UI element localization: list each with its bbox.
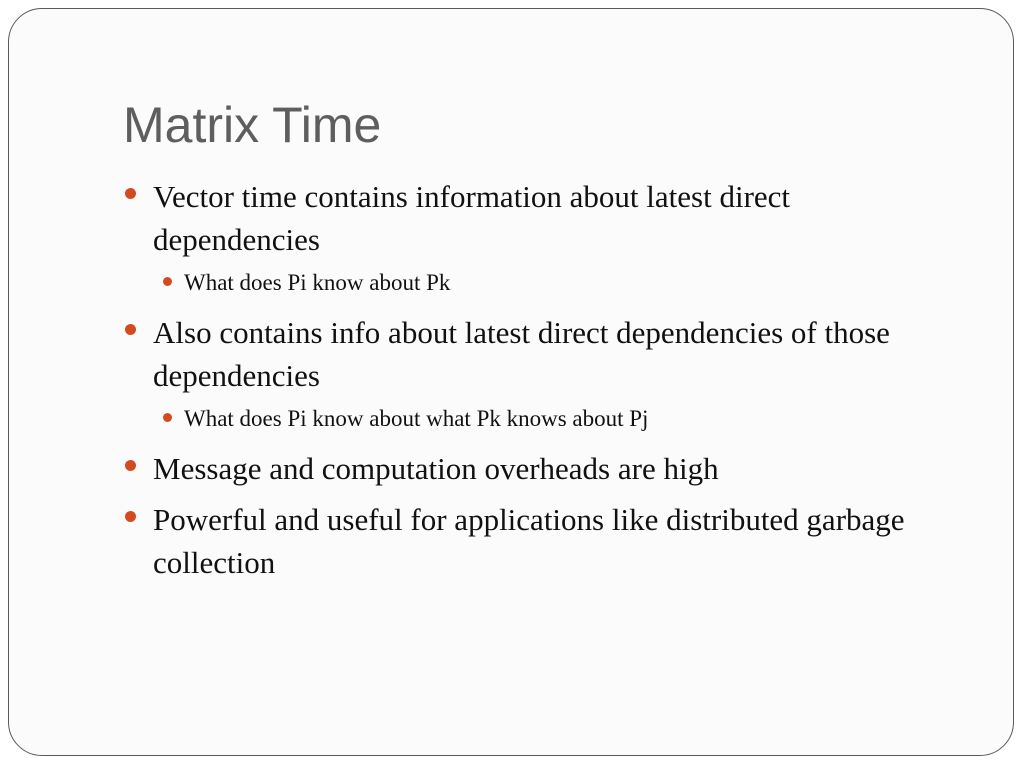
bullet-item [121, 175, 921, 261]
bullet-text: Also contains info about latest direct dependencies of those dependencies [153, 315, 890, 393]
sub-bullet-item [121, 268, 921, 298]
bullet-dot-icon [125, 511, 136, 522]
bullet-dot-icon [125, 324, 136, 335]
bullet-dot-icon [163, 277, 172, 286]
bullet-dot-icon [125, 460, 136, 471]
bullet-item [121, 447, 921, 490]
bullet-item [121, 311, 921, 397]
slide-frame [8, 8, 1014, 756]
bullet-text: Vector time contains information about latest direct dependencies [153, 179, 791, 257]
slide-title: Matrix Time [123, 97, 382, 153]
bullet-dot-icon [163, 413, 172, 422]
sub-bullet-text: What does Pi know about Pk [184, 270, 451, 295]
sub-bullet-text: What does Pi know about what Pk knows about Pj [184, 406, 649, 431]
bullet-list [121, 175, 921, 592]
bullet-item [121, 498, 921, 584]
bullet-text: Message and computation overheads are high [153, 451, 719, 486]
bullet-text: Powerful and useful for applications like distributed garbage collection [153, 502, 905, 580]
sub-bullet-item [121, 404, 921, 434]
bullet-dot-icon [125, 188, 136, 199]
